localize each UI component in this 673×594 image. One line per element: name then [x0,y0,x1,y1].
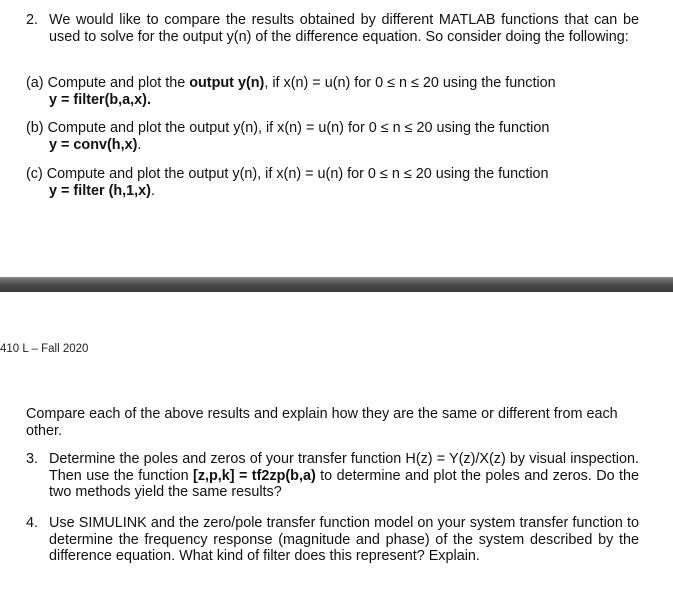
part-a-text-after: , if x(n) = u(n) for 0 ≤ n ≤ 20 using the function [264,75,556,91]
question-3-number: 3. [26,451,39,467]
question-2 [0,12,673,68]
question-3-text-after: to determine and plot the poles and zeros. Do the two methods yield the same results? [49,467,640,500]
question-2-number: 2. [26,12,39,28]
part-b-label: (b) [26,120,44,136]
question-3-code: [z,p,k] = tf2zp(b,a) [193,467,316,484]
part-a-text-before: Compute and plot the [47,75,190,91]
part-a-code: y = filter(b,a,x). [49,91,151,108]
question-4-number: 4. [26,515,39,531]
question-4-text: Use SIMULINK and the zero/pole transfer function model on your system transfer function to determine the frequency response (magnitude and phase) of the system described by the difference equation. What kind of filter does this represent? Explain. [49,515,639,564]
part-b [26,120,586,153]
question-3 [0,451,673,503]
part-a-bold: output y(n) [189,75,265,91]
part-b-code-suffix: . [137,136,142,153]
part-c-text: Compute and plot the output y(n), if x(n) = u(n) for 0 ≤ n ≤ 20 using the function [46,166,549,182]
part-b-code: y = conv(h,x) [49,136,138,153]
part-c-code-suffix: . [150,182,155,199]
part-c [26,166,586,199]
part-c-label: (c) [26,166,43,182]
part-b-text: Compute and plot the output y(n), if x(n) = u(n) for 0 ≤ n ≤ 20 using the function [47,120,550,136]
part-a-label: (a) [26,75,44,91]
question-2-intro: We would like to compare the results obtained by different MATLAB functions that can be used to solve for the output y(n) of the difference equation. So consider doing the following: [49,12,639,45]
page-footer: 410 L – Fall 2020 [0,343,89,355]
question-4 [0,515,673,567]
compare-paragraph: Compare each of the above results and explain how they are the same or different from each other. [26,406,618,439]
question-3-body [49,451,639,501]
page-break-divider [0,277,673,292]
part-c-code: y = filter (h,1,x) [49,182,151,199]
part-a [26,75,586,108]
question-3-text-before: Determine the poles and zeros of your transfer function H(z) = Y(z)/X(z) by visual inspection. Then use the function [49,451,639,484]
